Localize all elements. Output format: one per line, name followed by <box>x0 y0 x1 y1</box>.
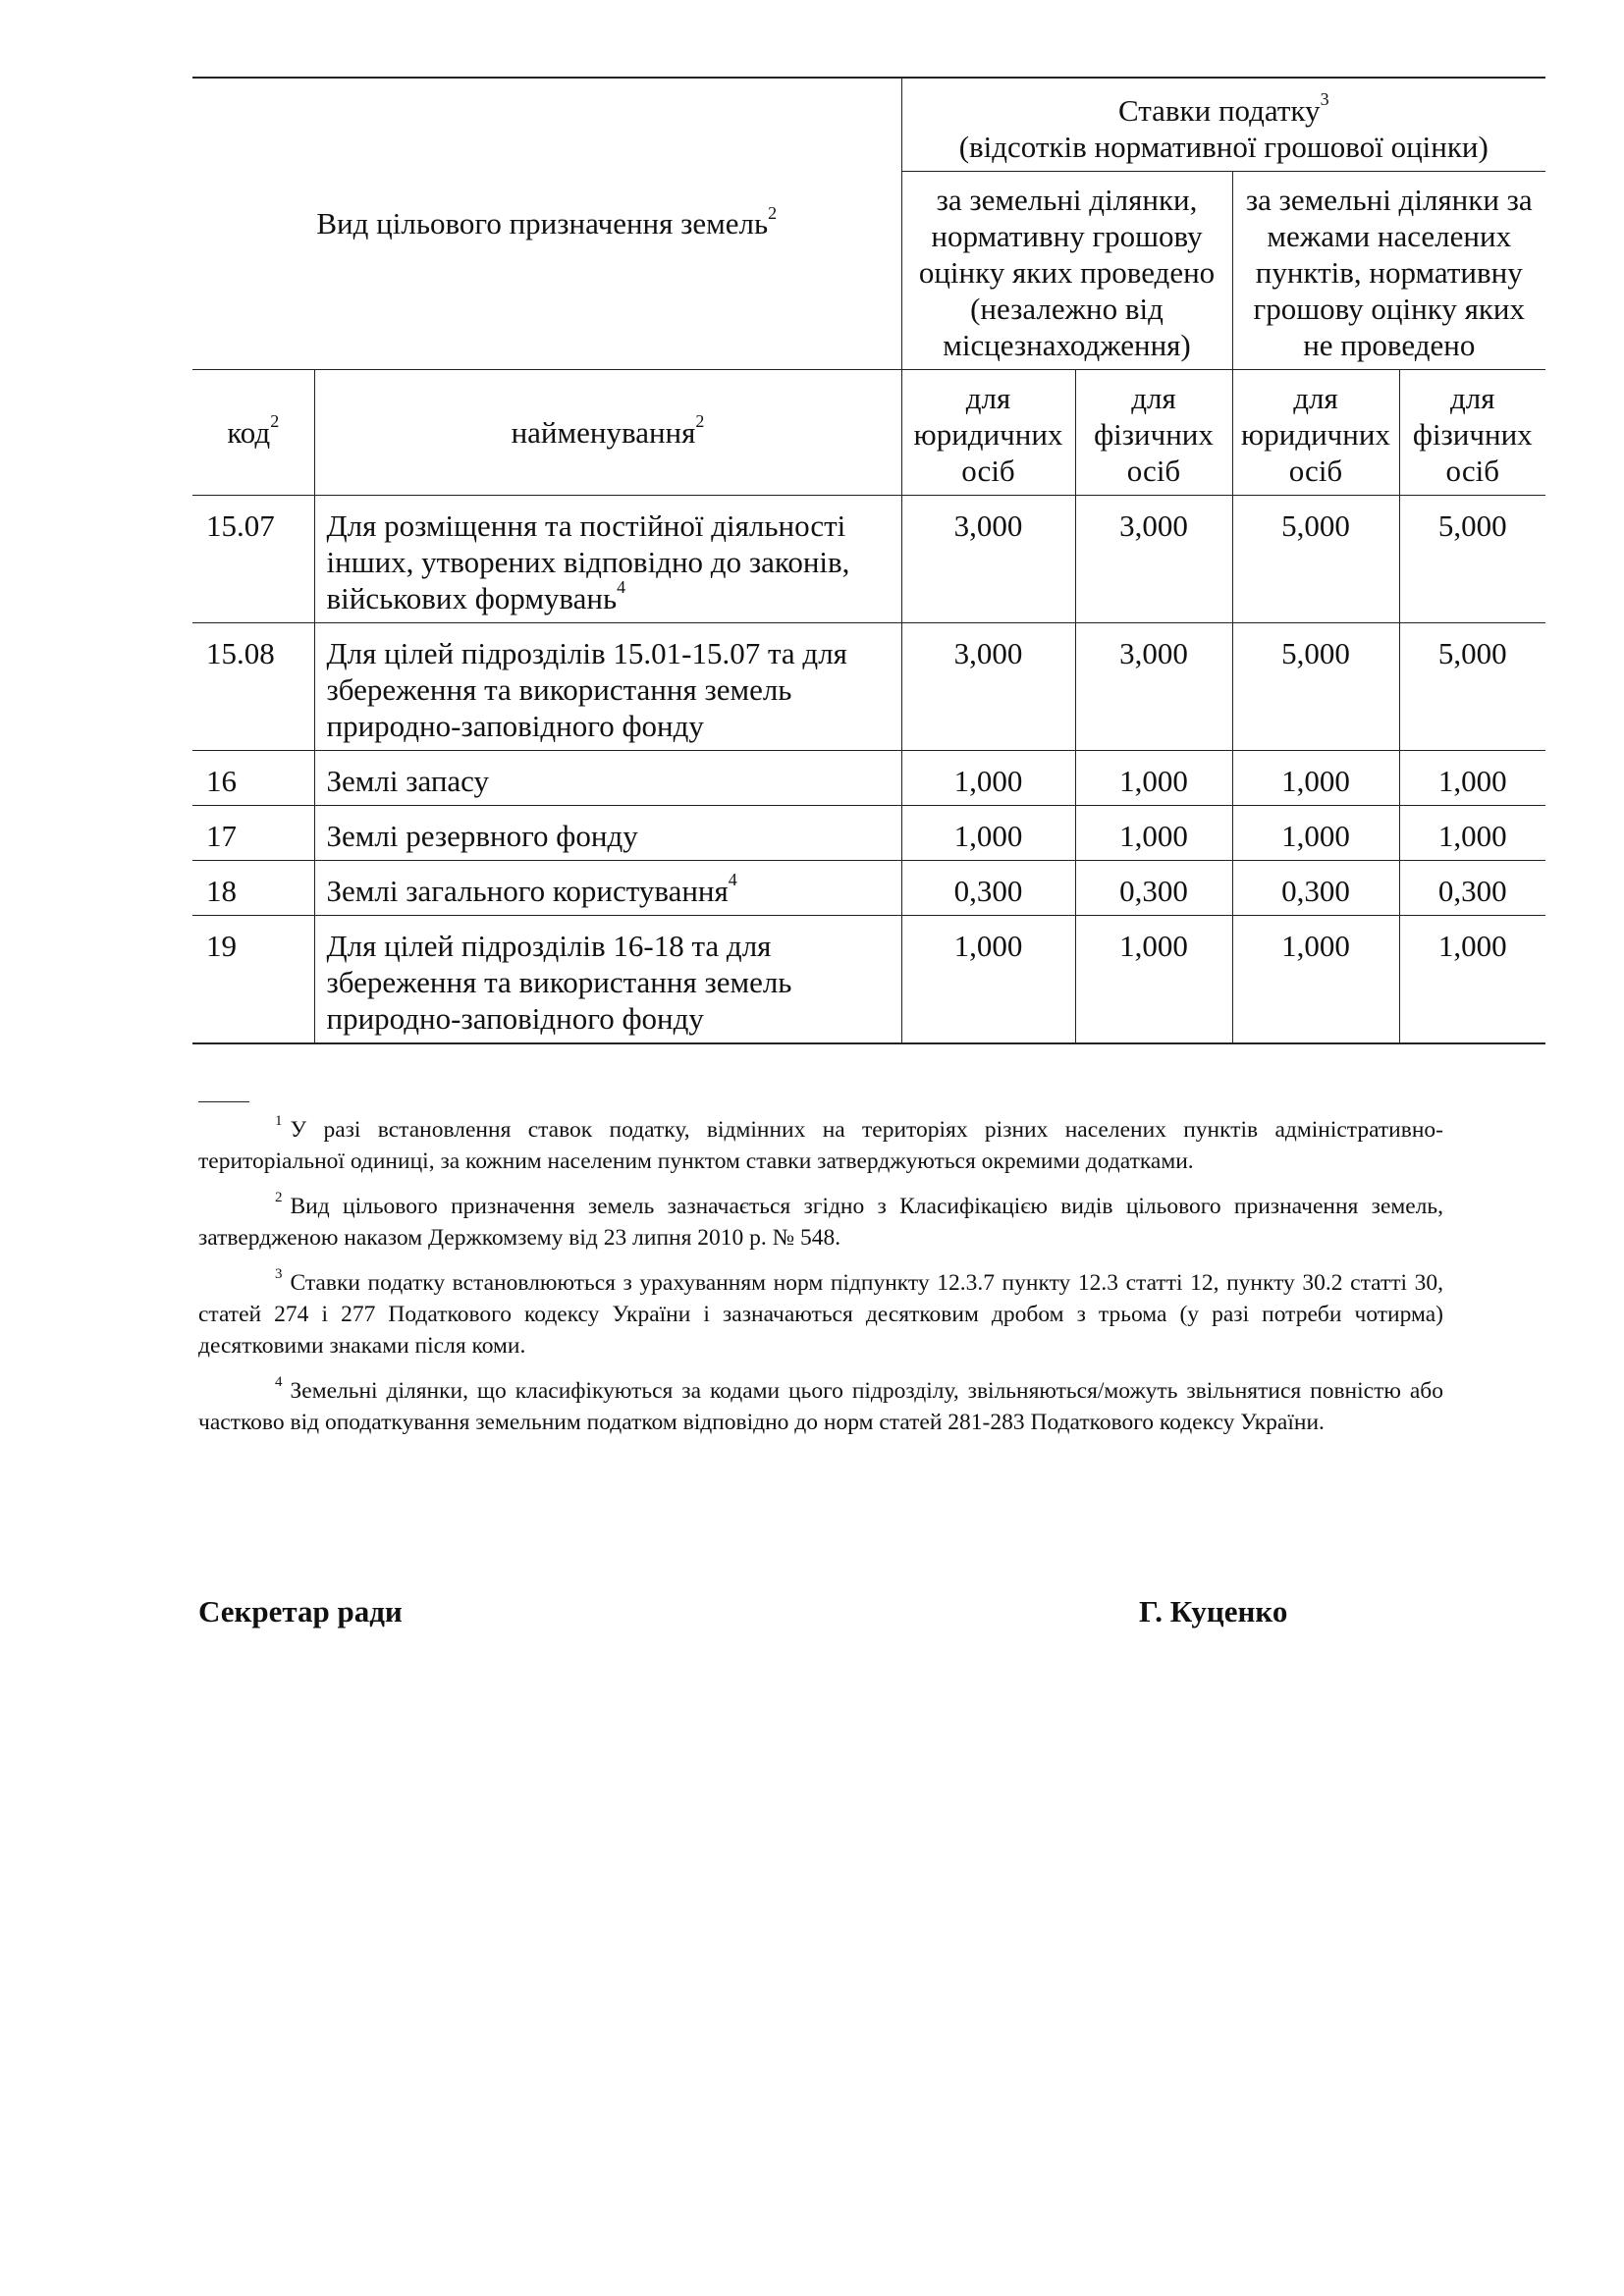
row-name-text: Для цілей підрозділів 16-18 та для збереження та використання земель природно-заповідного фонду <box>326 928 792 1036</box>
row-code: 15.08 <box>192 622 314 750</box>
table-row <box>192 750 1545 805</box>
signature-title: Секретар ради <box>198 1594 403 1629</box>
footnote-text: Ставки податку встановлюються з урахуванням норм підпункту 12.3.7 пункту 12.3 статті 12, пункту 30.2 статті 30, статей 274 і 277 Податкового кодексу України і зазначаються десятковим дробом з трьома (у разі потреби чотирма) десятковими знаками після коми. <box>198 1270 1443 1359</box>
header-legal-evaluated: для юридичних осіб <box>901 369 1075 495</box>
row-value-physical-evaluated: 0,300 <box>1075 860 1232 915</box>
header-name-note: 2 <box>695 411 705 432</box>
row-code: 17 <box>192 805 314 860</box>
row-name-text: Землі резервного фонду <box>326 818 638 853</box>
row-value-physical-evaluated: 1,000 <box>1075 805 1232 860</box>
table-row <box>192 622 1545 750</box>
row-value-legal-not-evaluated: 5,000 <box>1232 622 1399 750</box>
row-value-legal-evaluated: 1,000 <box>901 750 1075 805</box>
row-value-legal-not-evaluated: 1,000 <box>1232 805 1399 860</box>
table-row <box>192 495 1545 622</box>
table-row <box>192 805 1545 860</box>
row-value-legal-evaluated: 0,300 <box>901 860 1075 915</box>
row-value-physical-evaluated: 3,000 <box>1075 495 1232 622</box>
row-value-physical-not-evaluated: 1,000 <box>1399 750 1545 805</box>
row-name <box>314 750 901 805</box>
header-rates-note: 3 <box>1320 89 1329 110</box>
footnote-3 <box>198 1267 1443 1362</box>
header-code-text: код <box>227 414 271 450</box>
row-code: 15.07 <box>192 495 314 622</box>
header-rates <box>901 78 1545 171</box>
table-row <box>192 915 1545 1043</box>
row-name-text: Землі запасу <box>326 763 490 798</box>
row-value-legal-evaluated: 1,000 <box>901 915 1075 1043</box>
row-value-physical-evaluated: 1,000 <box>1075 915 1232 1043</box>
footnote-text: Земельні ділянки, що класифікуються за кодами цього підрозділу, звільняються/можуть звільнятися повністю або частково від оподаткування земельним податком відповідно до норм статей 281-283 Податкового кодексу України. <box>198 1378 1443 1435</box>
row-value-physical-evaluated: 1,000 <box>1075 750 1232 805</box>
header-not-evaluated <box>1232 171 1545 369</box>
footnote-divider <box>198 1101 249 1102</box>
row-name-text: Для цілей підрозділів 15.01-15.07 та для збереження та використання земель природно-заповідного фонду <box>326 635 847 743</box>
footnote-2 <box>198 1191 1443 1254</box>
row-value-legal-evaluated: 1,000 <box>901 805 1075 860</box>
header-code-note: 2 <box>270 411 280 432</box>
header-land-type <box>192 78 901 369</box>
header-not-evaluated-text: за земельні ділянки за межами населених пунктів, нормативну грошову оцінку яких не проведено <box>1245 182 1533 362</box>
row-code: 18 <box>192 860 314 915</box>
header-rates-subtitle: (відсотків нормативної грошової оцінки) <box>958 129 1489 164</box>
header-physical-evaluated: для фізичних осіб <box>1075 369 1232 495</box>
row-value-legal-not-evaluated: 1,000 <box>1232 915 1399 1043</box>
row-value-legal-not-evaluated: 5,000 <box>1232 495 1399 622</box>
row-value-physical-not-evaluated: 5,000 <box>1399 622 1545 750</box>
row-value-physical-evaluated: 3,000 <box>1075 622 1232 750</box>
header-name <box>314 369 901 495</box>
row-value-legal-not-evaluated: 0,300 <box>1232 860 1399 915</box>
row-name <box>314 622 901 750</box>
row-value-legal-evaluated: 3,000 <box>901 622 1075 750</box>
header-land-type-note: 2 <box>768 202 778 223</box>
row-value-physical-not-evaluated: 5,000 <box>1399 495 1545 622</box>
row-name <box>314 805 901 860</box>
row-name <box>314 495 901 622</box>
row-name-note: 4 <box>728 870 737 890</box>
header-rates-title: Ставки податку <box>1117 92 1321 128</box>
footnote-mark: 3 <box>275 1266 283 1283</box>
footnote-mark: 4 <box>275 1374 283 1391</box>
row-name-text: Для розміщення та постійної діяльності інших, утворених відповідно до законів, військових формувань <box>326 507 850 615</box>
header-name-text: найменування <box>511 414 696 450</box>
row-name <box>314 860 901 915</box>
header-code <box>192 369 314 495</box>
footnote-mark: 1 <box>275 1113 283 1130</box>
footnote-4 <box>198 1375 1443 1438</box>
header-physical-not-evaluated: для фізичних осіб <box>1399 369 1545 495</box>
header-land-type-text: Вид цільового призначення земель <box>316 206 769 241</box>
row-name <box>314 915 901 1043</box>
row-code: 16 <box>192 750 314 805</box>
row-value-physical-not-evaluated: 1,000 <box>1399 805 1545 860</box>
header-evaluated-text: за земельні ділянки, нормативну грошову оцінку яких проведено (незалежно від місцезнаходження) <box>918 182 1216 362</box>
header-legal-not-evaluated: для юридичних осіб <box>1232 369 1399 495</box>
footnote-mark: 2 <box>275 1190 283 1206</box>
row-value-legal-not-evaluated: 1,000 <box>1232 750 1399 805</box>
row-value-legal-evaluated: 3,000 <box>901 495 1075 622</box>
footnote-1 <box>198 1114 1443 1177</box>
row-name-note: 4 <box>617 577 626 598</box>
row-name-text: Землі загального користування <box>326 873 729 908</box>
table-row <box>192 860 1545 915</box>
row-value-physical-not-evaluated: 0,300 <box>1399 860 1545 915</box>
row-code: 19 <box>192 915 314 1043</box>
row-value-physical-not-evaluated: 1,000 <box>1399 915 1545 1043</box>
tax-rates-table <box>192 77 1545 1044</box>
signature-name: Г. Куценко <box>1139 1594 1288 1629</box>
footnote-text: У разі встановлення ставок податку, відмінних на територіях різних населених пунктів адміністративно-територіальної одиниці, за кожним населеним пунктом ставки затверджуються окремими додатками. <box>198 1117 1443 1174</box>
header-evaluated <box>901 171 1232 369</box>
footnote-text: Вид цільового призначення земель зазначається згідно з Класифікацією видів цільового призначення земель, затвердженою наказом Держкомзему від 23 липня 2010 р. № 548. <box>198 1194 1443 1251</box>
footnotes <box>198 1101 1443 1452</box>
